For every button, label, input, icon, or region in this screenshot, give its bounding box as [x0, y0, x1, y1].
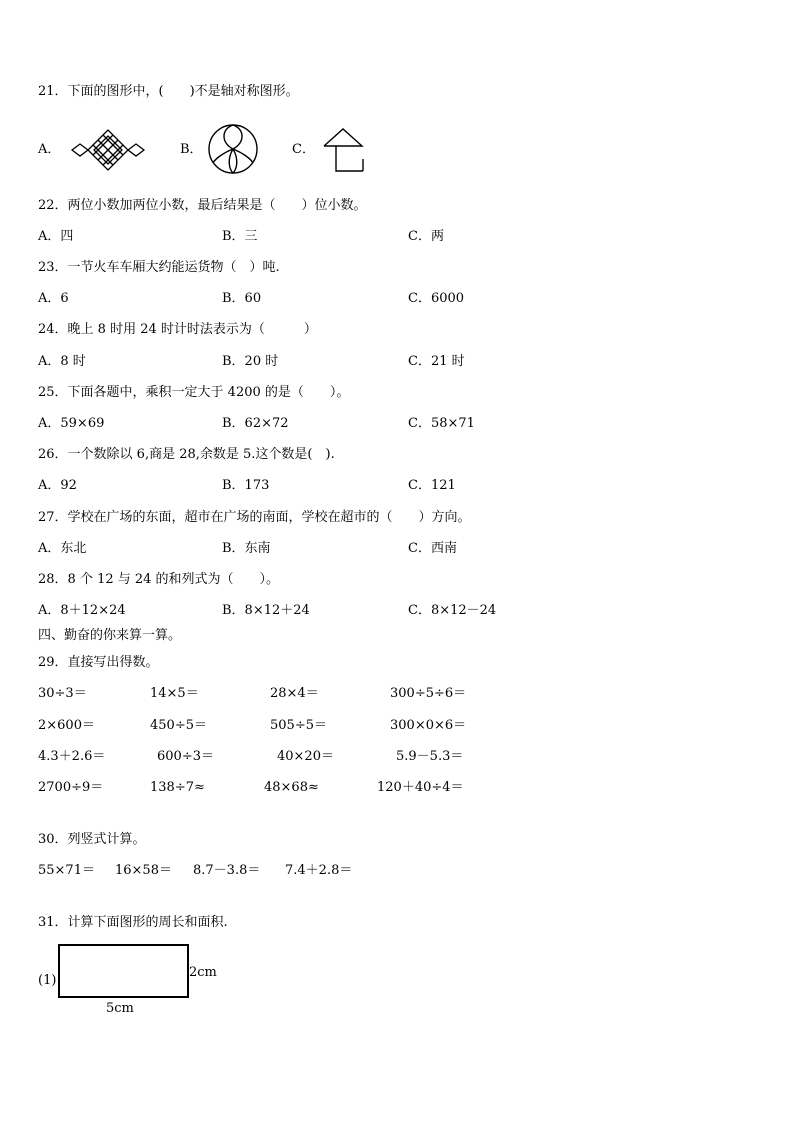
q29-r4-c4: 120＋40÷4＝	[377, 780, 464, 795]
q28-option-a[interactable]: A．8＋12×24	[38, 603, 126, 618]
q29-r1-c1: 30÷3＝	[38, 686, 87, 701]
q29-stem: 29．直接写出得数。	[38, 655, 159, 670]
q22-option-a[interactable]: A．四	[38, 229, 74, 244]
q25-option-a[interactable]: A．59×69	[38, 416, 105, 431]
q23-option-c[interactable]: C．6000	[408, 291, 465, 306]
q25-stem: 25．下面各题中，乘积一定大于 4200 的是（ ）。	[38, 385, 350, 400]
q23-option-a[interactable]: A．6	[38, 291, 69, 306]
q24-stem: 24．晚上 8 时用 24 时计时法表示为（ ）	[38, 322, 317, 337]
q27-stem: 27．学校在广场的东面，超市在广场的南面，学校在超市的（ ）方向。	[38, 510, 471, 525]
q30-item-2: 16×58＝	[115, 863, 172, 878]
rectangle-height-label: 2cm	[189, 965, 217, 980]
q21-stem: 21．下面的图形中，( )不是轴对称图形。	[38, 84, 299, 99]
q24-option-b[interactable]: B．20 时	[222, 354, 279, 369]
house-arrow-figure	[321, 127, 367, 173]
q29-r2-c3: 505÷5＝	[270, 718, 327, 733]
q21-option-a-label[interactable]: A．	[38, 142, 61, 157]
rectangle-figure	[58, 944, 189, 998]
q29-r1-c3: 28×4＝	[270, 686, 319, 701]
q29-r2-c4: 300×0×6＝	[390, 718, 467, 733]
knot-diamond-figure	[68, 125, 148, 175]
q26-option-b[interactable]: B．173	[222, 478, 270, 493]
q27-option-c[interactable]: C．西南	[408, 541, 457, 556]
q29-r4-c3: 48×68≈	[264, 780, 319, 795]
q29-r1-c4: 300÷5÷6＝	[390, 686, 467, 701]
q30-item-3: 8.7－3.8＝	[193, 863, 261, 878]
q29-r3-c4: 5.9－5.3＝	[396, 749, 464, 764]
q29-r4-c1: 2700÷9＝	[38, 780, 104, 795]
q30-item-1: 55×71＝	[38, 863, 95, 878]
q29-r3-c2: 600÷3＝	[157, 749, 214, 764]
q30-stem: 30．列竖式计算。	[38, 832, 146, 847]
q24-option-c[interactable]: C．21 时	[408, 354, 465, 369]
q25-option-c[interactable]: C．58×71	[408, 416, 475, 431]
q29-r3-c1: 4.3＋2.6＝	[38, 749, 106, 764]
q22-stem: 22．两位小数加两位小数，最后结果是（ ）位小数。	[38, 198, 367, 213]
q29-r4-c2: 138÷7≈	[150, 780, 205, 795]
section-4-title: 四、勤奋的你来算一算。	[38, 628, 182, 643]
q31-stem: 31．计算下面图形的周长和面积.	[38, 915, 228, 930]
rectangle-width-label: 5cm	[106, 1001, 134, 1016]
q28-stem: 28．8 个 12 与 24 的和列式为（ ）。	[38, 572, 280, 587]
q21-option-b-label[interactable]: B．	[180, 142, 203, 157]
q27-option-a[interactable]: A．东北	[38, 541, 87, 556]
q29-r1-c2: 14×5＝	[150, 686, 199, 701]
q27-option-b[interactable]: B．东南	[222, 541, 271, 556]
q30-item-4: 7.4＋2.8＝	[285, 863, 353, 878]
q23-stem: 23．一节火车车厢大约能运货物（ ）吨.	[38, 260, 280, 275]
q26-option-c[interactable]: C．121	[408, 478, 456, 493]
q25-option-b[interactable]: B．62×72	[222, 416, 289, 431]
q29-r2-c2: 450÷5＝	[150, 718, 207, 733]
q29-r3-c3: 40×20＝	[277, 749, 334, 764]
q22-option-b[interactable]: B．三	[222, 229, 258, 244]
q28-option-c[interactable]: C．8×12－24	[408, 603, 497, 618]
q29-r2-c1: 2×600＝	[38, 718, 95, 733]
q31-part-label: (1)	[38, 973, 57, 988]
q24-option-a[interactable]: A．8 时	[38, 354, 86, 369]
q26-stem: 26．一个数除以 6,商是 28,余数是 5.这个数是( ).	[38, 447, 335, 462]
q28-option-b[interactable]: B．8×12＋24	[222, 603, 310, 618]
q21-option-c-label[interactable]: C．	[292, 142, 315, 157]
q23-option-b[interactable]: B．60	[222, 291, 262, 306]
q26-option-a[interactable]: A．92	[38, 478, 77, 493]
q22-option-c[interactable]: C．两	[408, 229, 444, 244]
circle-trefoil-figure	[207, 123, 259, 175]
